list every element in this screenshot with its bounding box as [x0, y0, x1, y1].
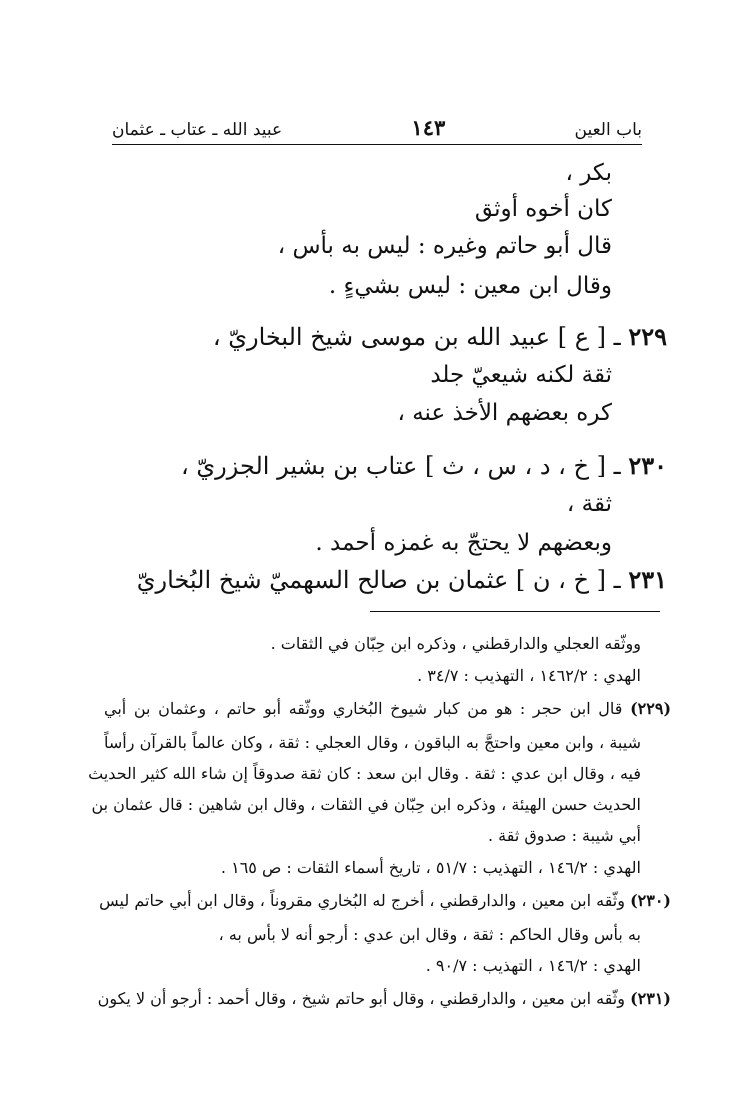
footnote-number: (٢٢٩) — [630, 699, 672, 718]
entry-title: ـ [ خ ، ن ] عثمان بن صالح السهميّ شيخ البُخاريّ — [136, 566, 621, 594]
footnote-text: وثّقه ابن معين ، والدارقطني ، أخرج له البُخاري مقروناً ، وقال ابن أبي حاتم ليس — [99, 891, 625, 910]
entry-title: ـ [ ع ] عبيد الله بن موسى شيخ البخاريّ ، — [212, 323, 621, 351]
entry-range: عبيد الله ـ عتاب ـ عثمان — [112, 120, 283, 140]
footnote-number: (٢٣١) — [630, 989, 671, 1008]
body-line: كره بعضهم الأخذ عنه ، — [397, 400, 612, 426]
footnote-line — [104, 699, 671, 718]
footnote-number: (٢٣٠) — [630, 891, 671, 910]
entry-number: ٢٢٩ — [628, 322, 667, 351]
entry-number: ٢٣٠ — [628, 451, 667, 480]
body-line: كان أخوه أوثق — [474, 196, 612, 222]
footnote-line — [99, 891, 671, 910]
body-line: قال أبو حاتم وغيره : ليس به بأس ، — [277, 233, 612, 259]
chapter-title: باب العين — [574, 120, 642, 140]
body-line: ثقة ، — [566, 491, 612, 517]
entry-heading — [213, 322, 667, 351]
entry-heading — [181, 451, 667, 480]
entry-number: ٢٣١ — [628, 565, 667, 594]
footnote-line: فيه ، وقال ابن عدي : ثقة . وقال ابن سعد : كان ثقة صدوقاً إن شاء الله كثير الحديث — [88, 764, 641, 783]
header-divider — [112, 144, 642, 145]
footnote-line: الهدي : ١٤٦٢/٢ ، التهذيب : ٣٤/٧ . — [417, 666, 641, 685]
footnote-divider — [370, 611, 660, 612]
body-line: وقال ابن معين : ليس بشيءٍ . — [328, 273, 612, 299]
footnote-text: وثّقه ابن معين ، والدارقطني ، وقال أبو حاتم شيخ ، وقال أحمد : أرجو أن لا يكون — [97, 989, 625, 1008]
entry-title: ـ [ خ ، د ، س ، ث ] عتاب بن بشير الجزريّ ، — [180, 452, 621, 480]
footnote-line — [97, 989, 671, 1008]
page-number: ١٤٣ — [411, 115, 446, 140]
footnote-line: أبي شيبة : صدوق ثقة . — [487, 826, 641, 845]
running-header — [112, 112, 642, 140]
footnote-line: الهدي : ١٤٦/٢ ، التهذيب : ٩٠/٧ . — [425, 956, 641, 975]
footnote-line: شيبة ، وابن معين واحتجَّ به الباقون ، وقال العجلي : ثقة ، وكان عالماً بالقرآن رأساً — [104, 733, 641, 752]
footnote-line: الهدي : ١٤٦/٢ ، التهذيب : ٥١/٧ ، تاريخ أسماء الثقات : ص ١٦٥ . — [220, 858, 641, 877]
footnote-text: قال ابن حجر : هو من كبار شيوخ البُخاري ووثّقه أبو حاتم ، وعثمان بن أبي — [104, 699, 623, 718]
body-line: وبعضهم لا يحتجّ به غمزه أحمد . — [315, 530, 612, 556]
footnote-line: به بأس وقال الحاكم : ثقة ، وقال ابن عدي : أرجو أنه لا بأس به ، — [218, 925, 641, 944]
entry-heading — [137, 565, 667, 594]
body-line: ثقة لكنه شيعيّ جلد — [430, 362, 612, 388]
body-line: بكر ، — [565, 160, 612, 186]
footnote-line: الحديث حسن الهيئة ، وذكره ابن حِبّان في الثقات ، وقال ابن شاهين : قال عثمان بن — [91, 795, 641, 814]
footnote-line: ووثّقه العجلي والدارقطني ، وذكره ابن حِبّان في الثقات . — [270, 634, 641, 653]
